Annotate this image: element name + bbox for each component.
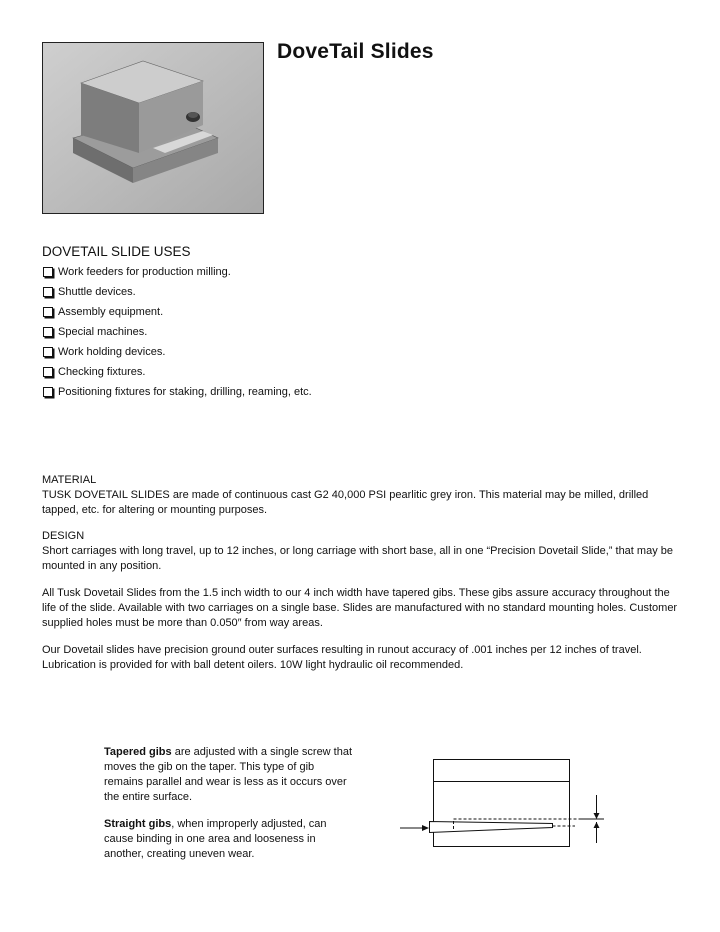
tapered-gib-shape (430, 822, 553, 833)
design-text: Short carriages with long travel, up to 12 inches, or long carriage with short base, all in one “Precision Dovetail Slide,” that may be mounted in any position. (42, 545, 673, 572)
list-item: Work feeders for production milling. (42, 265, 312, 285)
checkbox-bullet-icon (43, 327, 53, 337)
checkbox-bullet-icon (43, 347, 53, 357)
list-item: Special machines. (42, 325, 312, 345)
checkbox-bullet-icon (43, 307, 53, 317)
gib-diagram (400, 755, 610, 855)
checkbox-bullet-icon (43, 367, 53, 377)
material-heading: MATERIAL (42, 474, 97, 486)
dimension-arrow-down-icon (594, 813, 600, 819)
straight-gibs-term: Straight gibs (104, 818, 172, 830)
surfaces-paragraph: Our Dovetail slides have precision ground outer surfaces resulting in runout accuracy of .001 inches per 12 inches of travel. Lubrication is provided for with ball detent oilers. 10W light hydraulic oil recommended. (42, 644, 642, 671)
uses-list (42, 265, 312, 405)
gibs-paragraph: All Tusk Dovetail Slides from the 1.5 inch width to our 4 inch width have tapered gibs. These gibs assure accuracy throughout the life of the slide. Available with two carriages on a single base. Slides are manufactured with no standard mounting holes. Customer supplied holes must be more than 0.050″ from way areas. (42, 587, 678, 629)
material-section (42, 473, 682, 518)
straight-gibs-text (104, 817, 354, 862)
list-item: Work holding devices. (42, 345, 312, 365)
tapered-gibs-term: Tapered gibs (104, 746, 172, 758)
page-title: DoveTail Slides (277, 40, 434, 63)
material-text: TUSK DOVETAIL SLIDES are made of continuous cast G2 40,000 PSI pearlitic grey iron. This material may be milled, drilled tapped, etc. for altering or mounting purposes. (42, 489, 649, 516)
dimension-arrow-up-icon (594, 822, 600, 828)
design-section (42, 529, 682, 574)
uses-heading: DOVETAIL SLIDE USES (42, 244, 191, 259)
design-heading: DESIGN (42, 530, 85, 542)
slide-block-outline (434, 760, 570, 847)
list-item: Checking fixtures. (42, 365, 312, 385)
straight-gibs-description: , when improperly adjusted, can cause binding in one area and looseness in another, creating uneven wear. (104, 818, 327, 860)
list-item: Assembly equipment. (42, 305, 312, 325)
dovetail-slide-illustration (43, 43, 263, 213)
checkbox-bullet-icon (43, 387, 53, 397)
product-photo (42, 42, 264, 214)
checkbox-bullet-icon (43, 287, 53, 297)
adjust-arrow-icon (422, 825, 429, 831)
tapered-gibs-description: are adjusted with a single screw that moves the gib on the taper. This type of gib remains parallel and wear is less as it occurs over the entire surface. (104, 746, 353, 803)
list-item: Shuttle devices. (42, 285, 312, 305)
list-item: Positioning fixtures for staking, drilling, reaming, etc. (42, 385, 312, 405)
tapered-gibs-text (104, 745, 354, 805)
checkbox-bullet-icon (43, 267, 53, 277)
